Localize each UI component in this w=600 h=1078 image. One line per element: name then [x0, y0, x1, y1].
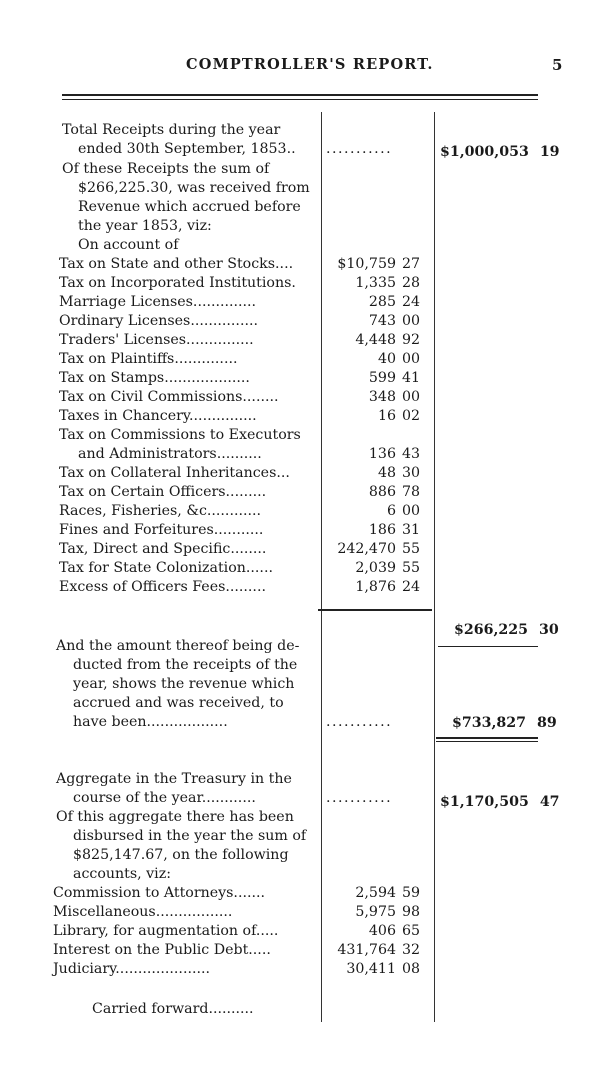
- line-item-label: Tax for State Colonization......: [59, 560, 273, 576]
- line-item-label: Ordinary Licenses...............: [59, 313, 258, 329]
- section1-total-receipts: [440, 143, 564, 162]
- line-item-label: Tax, Direct and Specific........: [59, 541, 267, 557]
- amount-dollars: 406: [368, 923, 396, 939]
- line-item-label: Tax on Stamps...................: [59, 370, 250, 386]
- amount-dollars: 16: [377, 408, 396, 424]
- header-rule-top: [62, 94, 538, 96]
- amount-dollars: 743: [368, 313, 396, 329]
- amount-dollars: 186: [368, 522, 396, 538]
- amount-cents: 78: [402, 484, 421, 500]
- line-item-amount: [318, 578, 426, 597]
- amount-cents: 98: [402, 904, 421, 920]
- section3-heading-line2: course of the year............: [73, 790, 256, 806]
- section1-heading-line2: ended 30th September, 1853..: [78, 141, 296, 157]
- amount-dollars: 1,876: [355, 579, 396, 595]
- line-item-label: Tax on Commissions to Executors: [59, 427, 301, 443]
- line-item-label: Interest on the Public Debt.....: [53, 942, 271, 958]
- dot-leader: ...........: [326, 790, 393, 806]
- amount-cents: 24: [402, 294, 421, 310]
- amount-cents: 27: [402, 256, 421, 272]
- amount-dollars: 6: [386, 503, 396, 519]
- section1-intro-line2: $266,225.30, was received from: [78, 180, 310, 196]
- line-item-amount: [318, 540, 426, 559]
- line-item-label: Tax on State and other Stocks....: [59, 256, 294, 272]
- amount-dollars: 1,335: [355, 275, 396, 291]
- amount-cents: 41: [402, 370, 421, 386]
- line-item-amount: [318, 922, 426, 941]
- line-item-label: Races, Fisheries, &c............: [59, 503, 262, 519]
- dot-leader: ...........: [326, 141, 393, 157]
- amount-cents: 32: [402, 942, 421, 958]
- amount-cents: 00: [402, 351, 421, 367]
- section1-subtotal-rule: [318, 609, 432, 611]
- section1-intro-line4: the year 1853, viz:: [78, 218, 212, 234]
- line-item-amount: [318, 502, 426, 521]
- section1-intro-line5: On account of: [78, 237, 179, 253]
- line-item-label: Commission to Attorneys.......: [53, 885, 266, 901]
- line-item-label: and Administrators..........: [78, 446, 262, 462]
- section2-line3: year, shows the revenue which: [73, 676, 295, 692]
- line-item-amount: [318, 255, 426, 274]
- amount-dollars: 4,448: [355, 332, 396, 348]
- page-header: [0, 56, 600, 80]
- line-item-amount: [318, 903, 426, 922]
- line-item-label: Tax on Plaintiffs..............: [59, 351, 238, 367]
- amount-dollars: $266,225: [454, 622, 529, 638]
- column-divider-right: [434, 112, 435, 1022]
- line-item-label: Miscellaneous.................: [53, 904, 233, 920]
- section1-subtotal-underline: [438, 646, 538, 647]
- line-item-amount: [318, 312, 426, 331]
- amount-cents: 30: [402, 465, 421, 481]
- section1-intro-line3: Revenue which accrued before: [78, 199, 301, 215]
- section3-intro-line2: disbursed in the year the sum of: [73, 828, 307, 844]
- line-item-amount: [318, 350, 426, 369]
- carried-forward: Carried forward..........: [92, 1001, 254, 1017]
- amount-dollars: 242,470: [337, 541, 396, 557]
- amount-cents: 28: [402, 275, 421, 291]
- section1-intro-line1: Of these Receipts the sum of: [62, 161, 270, 177]
- line-item-amount: [318, 274, 426, 293]
- section2-double-rule-b: [436, 741, 538, 742]
- amount-dollars: 431,764: [337, 942, 396, 958]
- line-item-amount: [318, 464, 426, 483]
- amount-cents: 19: [539, 144, 560, 160]
- line-item-amount: [318, 559, 426, 578]
- amount-dollars: 30,411: [346, 961, 396, 977]
- line-item-label: Tax on Civil Commissions........: [59, 389, 279, 405]
- line-item-label: Tax on Certain Officers.........: [59, 484, 267, 500]
- line-item-label: Marriage Licenses..............: [59, 294, 257, 310]
- amount-cents: 65: [402, 923, 421, 939]
- section2-line2: ducted from the receipts of the: [73, 657, 298, 673]
- section2-line1: And the amount thereof being de-: [56, 638, 300, 654]
- page-title: COMPTROLLER'S REPORT.: [186, 56, 434, 73]
- line-item-amount: [318, 960, 426, 979]
- line-item-amount: [318, 369, 426, 388]
- amount-dollars: 2,594: [355, 885, 396, 901]
- amount-cents: 55: [402, 560, 421, 576]
- amount-cents: 08: [402, 961, 421, 977]
- line-item-label: Tax on Incorporated Institutions.: [59, 275, 296, 291]
- line-item-label: Taxes in Chancery...............: [59, 408, 257, 424]
- amount-cents: 47: [539, 794, 560, 810]
- amount-cents: 30: [539, 622, 559, 638]
- section2-line5: have been..................: [73, 714, 228, 730]
- amount-cents: 89: [537, 715, 557, 731]
- line-item-label: Fines and Forfeitures...........: [59, 522, 264, 538]
- amount-dollars: $733,827: [452, 715, 527, 731]
- amount-dollars: $1,000,053: [440, 144, 529, 160]
- line-item-amount: [318, 388, 426, 407]
- page-number: 5: [552, 56, 563, 74]
- amount-cents: 24: [402, 579, 421, 595]
- line-item-label: Library, for augmentation of.....: [53, 923, 279, 939]
- section3-intro-line1: Of this aggregate there has been: [56, 809, 294, 825]
- amount-dollars: 348: [368, 389, 396, 405]
- section2-total: [452, 714, 561, 733]
- amount-cents: 31: [402, 522, 421, 538]
- amount-cents: 00: [402, 503, 421, 519]
- line-item-amount: [318, 293, 426, 312]
- amount-dollars: 136: [368, 446, 396, 462]
- amount-cents: 55: [402, 541, 421, 557]
- amount-cents: 00: [402, 389, 421, 405]
- section3-heading-line1: Aggregate in the Treasury in the: [56, 771, 292, 787]
- line-item-label: Judiciary.....................: [53, 961, 211, 977]
- amount-cents: 43: [402, 446, 421, 462]
- amount-cents: 00: [402, 313, 421, 329]
- section2-line4: accrued and was received, to: [73, 695, 284, 711]
- section3-intro-line3: $825,147.67, on the following: [73, 847, 289, 863]
- amount-dollars: 2,039: [355, 560, 396, 576]
- line-item-amount: [318, 884, 426, 903]
- section3-aggregate-total: [440, 793, 564, 812]
- amount-dollars: 886: [368, 484, 396, 500]
- section1-subtotal: [454, 621, 563, 640]
- header-rule-bottom: [62, 99, 538, 100]
- dot-leader: ...........: [326, 714, 393, 730]
- line-item-amount: [318, 521, 426, 540]
- line-item-label: Tax on Collateral Inheritances...: [59, 465, 290, 481]
- amount-dollars: $10,759: [337, 256, 396, 272]
- amount-dollars: 285: [368, 294, 396, 310]
- line-item-label: Traders' Licenses...............: [59, 332, 254, 348]
- line-item-amount: [318, 941, 426, 960]
- amount-cents: 92: [402, 332, 421, 348]
- section3-intro-line4: accounts, viz:: [73, 866, 171, 882]
- amount-dollars: 48: [377, 465, 396, 481]
- line-item-amount: [318, 445, 426, 464]
- amount-dollars: 5,975: [355, 904, 396, 920]
- section1-heading-line1: Total Receipts during the year: [62, 122, 281, 138]
- amount-dollars: $1,170,505: [440, 794, 529, 810]
- line-item-amount: [318, 331, 426, 350]
- line-item-amount: [318, 407, 426, 426]
- amount-dollars: 40: [377, 351, 396, 367]
- amount-dollars: 599: [368, 370, 396, 386]
- section2-double-rule-a: [436, 737, 538, 739]
- line-item-amount: [318, 483, 426, 502]
- line-item-label: Excess of Officers Fees.........: [59, 579, 266, 595]
- amount-cents: 02: [402, 408, 421, 424]
- amount-cents: 59: [402, 885, 421, 901]
